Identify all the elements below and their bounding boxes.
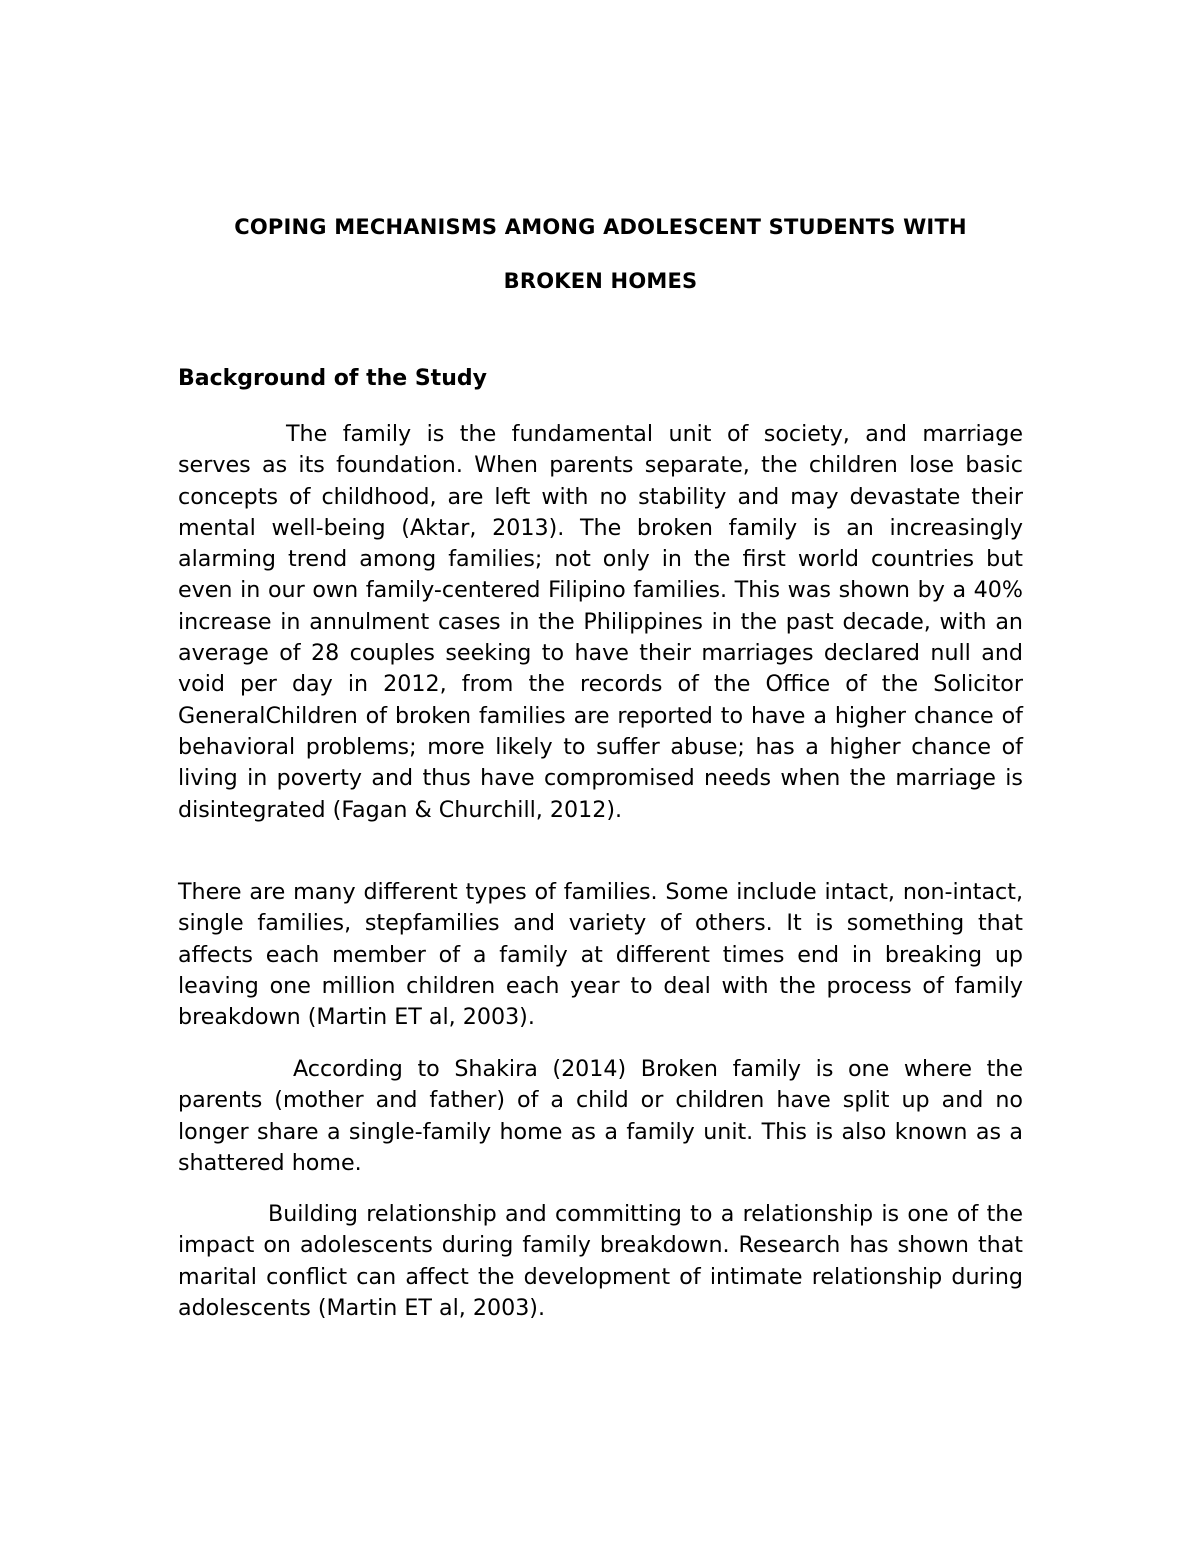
paragraph-3: According to Shakira (2014) Broken family is one where the parents (mother and father) of a child or children have split up and no longer share a single-family home as a family unit. This is also known as a shattered home. [178, 1056, 1023, 1176]
paragraph-1: The family is the fundamental unit of society, and marriage serves as its foundation. When parents separate, the children lose basic concepts of childhood, are left with no stability and may devastate their mental well-being (Aktar, 2013). The broken family is an increasingly alarming trend among families; not only in the first world countries but even in our own family-centered Filipino families. This was shown by a 40% increase in annulment cases in the Philippines in the past decade, with an average of 28 couples seeking to have their marriages declared null and void per day in 2012, from the records of the Office of the Solicitor GeneralChildren of broken families are reported to have a higher chance of behavioral problems; more likely to suffer abuse; has a higher chance of living in poverty and thus have compromised needs when the marriage is disintegrated (Fagan & Churchill, 2012). [178, 421, 1023, 823]
section-heading: Background of the Study [178, 366, 487, 391]
document-title-line-2: BROKEN HOMES [503, 269, 698, 293]
paragraph-2: There are many different types of families. Some include intact, non-intact, single families, stepfamilies and variety of others. It is something that affects each member of a family at different times end in breaking up leaving one million children each year to deal with the process of family breakdown (Martin ET al, 2003). [178, 879, 1023, 1031]
paragraph-4: Building relationship and committing to a relationship is one of the impact on adolescents during family breakdown. Research has shown that marital conflict can affect the development of intimate relationship during adolescents (Martin ET al, 2003). [178, 1201, 1023, 1321]
document-title-line-1: COPING MECHANISMS AMONG ADOLESCENT STUDENTS WITH [234, 215, 967, 239]
